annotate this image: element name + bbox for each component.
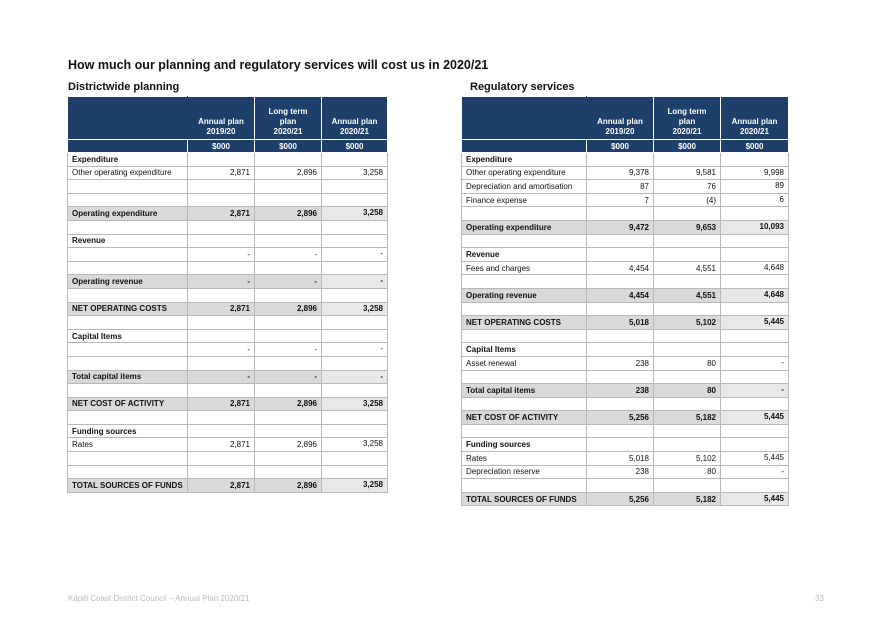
row-label: Asset renewal — [462, 356, 587, 370]
table-row — [68, 343, 388, 357]
row-label: Rates — [462, 452, 587, 466]
value-ltp-2020-21 — [654, 370, 721, 384]
value-ltp-2020-21 — [654, 479, 721, 493]
value-2020-21 — [322, 316, 388, 330]
value-2020-21 — [322, 180, 388, 194]
units-cell: $000 — [322, 140, 388, 153]
table-row — [462, 370, 789, 384]
value-2019-20 — [587, 343, 654, 357]
value-2020-21 — [721, 370, 789, 384]
row-label — [462, 424, 587, 438]
table-row — [68, 261, 388, 275]
value-2020-21 — [322, 384, 388, 398]
value-2020-21 — [721, 302, 789, 316]
header-annual-plan-2020: Annual plan 2020/21 — [322, 97, 388, 140]
value-ltp-2020-21 — [654, 207, 721, 221]
table-row — [462, 261, 789, 275]
row-label: Depreciation and amortisation — [462, 180, 587, 194]
value-2020-21: 10,093 — [721, 220, 789, 234]
row-label — [462, 275, 587, 289]
value-2020-21 — [322, 288, 388, 302]
value-2020-21: 3,258 — [322, 302, 388, 316]
units-cell: $000 — [255, 140, 322, 153]
row-label: Total capital items — [68, 370, 188, 384]
value-2019-20 — [587, 479, 654, 493]
table-row — [68, 193, 388, 207]
value-2020-21: 3,258 — [322, 438, 388, 452]
value-ltp-2020-21 — [255, 234, 322, 248]
value-ltp-2020-21: 2,896 — [255, 438, 322, 452]
value-2020-21: 3,258 — [322, 479, 388, 493]
value-2019-20: 2,871 — [188, 302, 255, 316]
value-ltp-2020-21: - — [255, 248, 322, 262]
value-2019-20 — [188, 193, 255, 207]
value-ltp-2020-21 — [255, 384, 322, 398]
section-header-row — [68, 153, 388, 167]
value-ltp-2020-21 — [255, 356, 322, 370]
row-label: Expenditure — [68, 153, 188, 167]
value-ltp-2020-21 — [255, 452, 322, 466]
value-ltp-2020-21: 80 — [654, 384, 721, 398]
value-ltp-2020-21: 2,896 — [255, 397, 322, 411]
value-ltp-2020-21 — [255, 220, 322, 234]
value-ltp-2020-21 — [255, 193, 322, 207]
value-2019-20: 5,256 — [587, 492, 654, 506]
table-row — [68, 411, 388, 425]
value-2019-20: 9,472 — [587, 220, 654, 234]
value-2019-20: 9,378 — [587, 166, 654, 180]
value-2019-20 — [587, 370, 654, 384]
value-ltp-2020-21: 5,182 — [654, 411, 721, 425]
row-label — [68, 288, 188, 302]
value-2019-20: 5,018 — [587, 452, 654, 466]
value-2020-21 — [322, 193, 388, 207]
value-ltp-2020-21: 80 — [654, 465, 721, 479]
value-2019-20 — [587, 275, 654, 289]
value-2019-20: 5,018 — [587, 316, 654, 330]
header-annual-plan-2019: Annual plan 2019/20 — [188, 97, 255, 140]
value-2019-20 — [587, 438, 654, 452]
value-ltp-2020-21 — [654, 329, 721, 343]
value-2020-21 — [322, 234, 388, 248]
total-row — [68, 397, 388, 411]
value-2019-20 — [188, 180, 255, 194]
value-ltp-2020-21: 2,896 — [255, 479, 322, 493]
value-2019-20: - — [188, 370, 255, 384]
value-ltp-2020-21: 4,551 — [654, 261, 721, 275]
total-row — [462, 288, 789, 302]
row-label — [68, 356, 188, 370]
value-ltp-2020-21 — [255, 180, 322, 194]
table-row — [462, 207, 789, 221]
page-title: How much our planning and regulatory services will cost us in 2020/21 — [68, 58, 489, 72]
section-header-row — [462, 343, 789, 357]
table-row — [462, 234, 789, 248]
value-ltp-2020-21 — [255, 465, 322, 479]
row-label — [462, 479, 587, 493]
value-2020-21 — [721, 438, 789, 452]
value-ltp-2020-21: - — [255, 370, 322, 384]
value-2020-21: 4,648 — [721, 261, 789, 275]
value-2020-21 — [721, 343, 789, 357]
value-ltp-2020-21 — [654, 343, 721, 357]
row-label — [462, 397, 587, 411]
value-2020-21: 5,445 — [721, 411, 789, 425]
row-label: Funding sources — [462, 438, 587, 452]
header-long-term-plan-2020: Long term plan 2020/21 — [654, 97, 721, 140]
total-row — [68, 207, 388, 221]
value-2020-21: 6 — [721, 193, 789, 207]
value-ltp-2020-21 — [654, 275, 721, 289]
row-label: NET OPERATING COSTS — [462, 316, 587, 330]
value-2019-20: 238 — [587, 356, 654, 370]
value-2019-20 — [587, 248, 654, 262]
value-2019-20 — [188, 452, 255, 466]
row-label: NET OPERATING COSTS — [68, 302, 188, 316]
table-row — [68, 452, 388, 466]
value-2020-21: 5,445 — [721, 492, 789, 506]
value-ltp-2020-21: 9,653 — [654, 220, 721, 234]
value-2020-21: 3,258 — [322, 397, 388, 411]
value-2020-21 — [322, 424, 388, 438]
value-2019-20: - — [188, 248, 255, 262]
page-number: 33 — [815, 594, 824, 603]
table-row — [462, 193, 789, 207]
value-ltp-2020-21: 9,581 — [654, 166, 721, 180]
row-label: Operating revenue — [68, 275, 188, 289]
value-ltp-2020-21 — [654, 234, 721, 248]
value-2019-20 — [587, 234, 654, 248]
table-row — [68, 248, 388, 262]
table-row — [68, 220, 388, 234]
units-blank — [68, 140, 188, 153]
value-ltp-2020-21 — [255, 288, 322, 302]
row-label: Rates — [68, 438, 188, 452]
districtwide-planning-heading: Districtwide planning — [68, 81, 180, 93]
value-2020-21 — [721, 207, 789, 221]
row-label: Expenditure — [462, 153, 587, 167]
value-2020-21: 9,998 — [721, 166, 789, 180]
value-2019-20 — [587, 302, 654, 316]
row-label: NET COST OF ACTIVITY — [462, 411, 587, 425]
row-label: Revenue — [462, 248, 587, 262]
value-2019-20 — [188, 288, 255, 302]
value-2019-20: - — [188, 343, 255, 357]
row-label: Capital Items — [68, 329, 188, 343]
total-row — [462, 411, 789, 425]
value-ltp-2020-21 — [654, 302, 721, 316]
value-2020-21 — [322, 356, 388, 370]
value-2020-21 — [322, 220, 388, 234]
row-label: Other operating expenditure — [68, 166, 188, 180]
value-2020-21 — [721, 234, 789, 248]
row-label — [68, 180, 188, 194]
table-row — [68, 288, 388, 302]
value-2020-21: - — [322, 343, 388, 357]
row-label: Operating expenditure — [68, 207, 188, 221]
section-header-row — [462, 438, 789, 452]
value-ltp-2020-21: 2,896 — [255, 302, 322, 316]
value-2019-20 — [188, 384, 255, 398]
total-row — [68, 302, 388, 316]
value-ltp-2020-21 — [255, 424, 322, 438]
table-row — [462, 329, 789, 343]
section-header-row — [68, 329, 388, 343]
value-ltp-2020-21 — [255, 316, 322, 330]
row-label: Funding sources — [68, 424, 188, 438]
row-label: Finance expense — [462, 193, 587, 207]
value-ltp-2020-21: 2,896 — [255, 207, 322, 221]
value-2020-21 — [721, 153, 789, 167]
value-ltp-2020-21 — [255, 329, 322, 343]
value-2020-21: 5,445 — [721, 316, 789, 330]
value-2019-20: 2,871 — [188, 479, 255, 493]
row-label: Fees and charges — [462, 261, 587, 275]
value-2020-21 — [721, 479, 789, 493]
value-2019-20: 7 — [587, 193, 654, 207]
value-2019-20: 2,871 — [188, 438, 255, 452]
value-2020-21: - — [322, 248, 388, 262]
row-label — [68, 452, 188, 466]
units-cell: $000 — [587, 140, 654, 153]
section-header-row — [462, 153, 789, 167]
value-ltp-2020-21: 80 — [654, 356, 721, 370]
value-2020-21 — [322, 452, 388, 466]
table-row — [462, 302, 789, 316]
value-2019-20 — [188, 261, 255, 275]
value-ltp-2020-21 — [255, 411, 322, 425]
value-2019-20: 5,256 — [587, 411, 654, 425]
value-2020-21 — [322, 261, 388, 275]
value-2020-21: - — [721, 465, 789, 479]
table-row — [462, 424, 789, 438]
footer-text: Kāpiti Coast District Council – Annual Plan 2020/21 — [68, 594, 250, 603]
table-row — [68, 384, 388, 398]
table-row — [68, 465, 388, 479]
total-row — [68, 275, 388, 289]
value-2019-20 — [188, 153, 255, 167]
value-2019-20: 87 — [587, 180, 654, 194]
value-2020-21: 3,258 — [322, 207, 388, 221]
value-2019-20 — [188, 329, 255, 343]
value-ltp-2020-21: - — [255, 275, 322, 289]
value-ltp-2020-21 — [654, 153, 721, 167]
value-2020-21 — [721, 329, 789, 343]
table-row — [462, 166, 789, 180]
row-label — [462, 302, 587, 316]
value-2019-20 — [587, 424, 654, 438]
value-2019-20: 2,871 — [188, 207, 255, 221]
value-2020-21: 89 — [721, 180, 789, 194]
table-row — [462, 356, 789, 370]
value-2020-21 — [322, 329, 388, 343]
row-label — [462, 370, 587, 384]
table-row — [462, 452, 789, 466]
row-label: Operating expenditure — [462, 220, 587, 234]
value-2019-20: 238 — [587, 384, 654, 398]
value-2019-20 — [587, 329, 654, 343]
value-2020-21: - — [322, 275, 388, 289]
row-label — [68, 316, 188, 330]
row-label: Other operating expenditure — [462, 166, 587, 180]
section-header-row — [462, 248, 789, 262]
table-row — [68, 180, 388, 194]
units-cell: $000 — [188, 140, 255, 153]
table-row — [68, 356, 388, 370]
total-row — [68, 479, 388, 493]
row-label — [68, 411, 188, 425]
row-label — [68, 384, 188, 398]
value-2019-20: 2,871 — [188, 397, 255, 411]
header-blank — [462, 97, 587, 140]
row-label — [68, 261, 188, 275]
value-2019-20 — [188, 465, 255, 479]
header-annual-plan-2019: Annual plan 2019/20 — [587, 97, 654, 140]
header-annual-plan-2020: Annual plan 2020/21 — [721, 97, 789, 140]
value-2019-20: 4,454 — [587, 261, 654, 275]
value-2020-21 — [322, 153, 388, 167]
table-row — [68, 438, 388, 452]
value-2020-21: - — [721, 384, 789, 398]
table-row — [68, 316, 388, 330]
value-2019-20: 4,454 — [587, 288, 654, 302]
header-long-term-plan-2020: Long term plan 2020/21 — [255, 97, 322, 140]
value-ltp-2020-21: 5,102 — [654, 316, 721, 330]
row-label: TOTAL SOURCES OF FUNDS — [462, 492, 587, 506]
table-row — [68, 166, 388, 180]
units-cell: $000 — [721, 140, 789, 153]
section-header-row — [68, 424, 388, 438]
value-2019-20 — [188, 411, 255, 425]
row-label: Total capital items — [462, 384, 587, 398]
value-ltp-2020-21: (4) — [654, 193, 721, 207]
table-row — [462, 465, 789, 479]
table-row — [462, 397, 789, 411]
value-ltp-2020-21: 5,102 — [654, 452, 721, 466]
value-2019-20 — [587, 397, 654, 411]
row-label — [462, 329, 587, 343]
row-label: NET COST OF ACTIVITY — [68, 397, 188, 411]
value-ltp-2020-21: 5,182 — [654, 492, 721, 506]
districtwide-planning-table — [67, 96, 388, 493]
row-label — [68, 248, 188, 262]
value-2019-20: 238 — [587, 465, 654, 479]
value-2020-21 — [721, 248, 789, 262]
table-row — [462, 180, 789, 194]
value-2020-21: - — [721, 356, 789, 370]
row-label — [68, 343, 188, 357]
value-2020-21 — [322, 411, 388, 425]
row-label — [68, 193, 188, 207]
header-blank — [68, 97, 188, 140]
value-ltp-2020-21 — [255, 153, 322, 167]
total-row — [462, 492, 789, 506]
row-label: Operating revenue — [462, 288, 587, 302]
value-2020-21: 5,445 — [721, 452, 789, 466]
value-2020-21 — [721, 397, 789, 411]
total-row — [68, 370, 388, 384]
total-row — [462, 316, 789, 330]
value-2020-21: - — [322, 370, 388, 384]
value-2019-20 — [188, 316, 255, 330]
value-2020-21 — [721, 424, 789, 438]
value-ltp-2020-21: 76 — [654, 180, 721, 194]
value-ltp-2020-21: 4,551 — [654, 288, 721, 302]
value-2019-20 — [188, 234, 255, 248]
row-label — [68, 465, 188, 479]
value-2020-21: 3,258 — [322, 166, 388, 180]
value-ltp-2020-21: 2,896 — [255, 166, 322, 180]
value-ltp-2020-21: - — [255, 343, 322, 357]
row-label — [462, 207, 587, 221]
row-label: Revenue — [68, 234, 188, 248]
row-label: Capital Items — [462, 343, 587, 357]
value-2020-21 — [322, 465, 388, 479]
value-2020-21: 4,648 — [721, 288, 789, 302]
section-header-row — [68, 234, 388, 248]
table-row — [462, 275, 789, 289]
table-row — [462, 479, 789, 493]
row-label — [462, 234, 587, 248]
value-2019-20 — [587, 207, 654, 221]
value-2019-20: 2,871 — [188, 166, 255, 180]
value-ltp-2020-21 — [654, 248, 721, 262]
value-ltp-2020-21 — [654, 438, 721, 452]
regulatory-services-heading: Regulatory services — [470, 81, 575, 93]
units-blank — [462, 140, 587, 153]
value-2019-20 — [188, 356, 255, 370]
value-2019-20 — [188, 220, 255, 234]
units-cell: $000 — [654, 140, 721, 153]
value-2019-20: - — [188, 275, 255, 289]
value-2019-20 — [587, 153, 654, 167]
value-ltp-2020-21 — [654, 397, 721, 411]
row-label: TOTAL SOURCES OF FUNDS — [68, 479, 188, 493]
total-row — [462, 384, 789, 398]
value-ltp-2020-21 — [654, 424, 721, 438]
value-ltp-2020-21 — [255, 261, 322, 275]
value-2019-20 — [188, 424, 255, 438]
regulatory-services-table — [461, 96, 789, 506]
row-label: Depreciation reserve — [462, 465, 587, 479]
total-row — [462, 220, 789, 234]
row-label — [68, 220, 188, 234]
value-2020-21 — [721, 275, 789, 289]
